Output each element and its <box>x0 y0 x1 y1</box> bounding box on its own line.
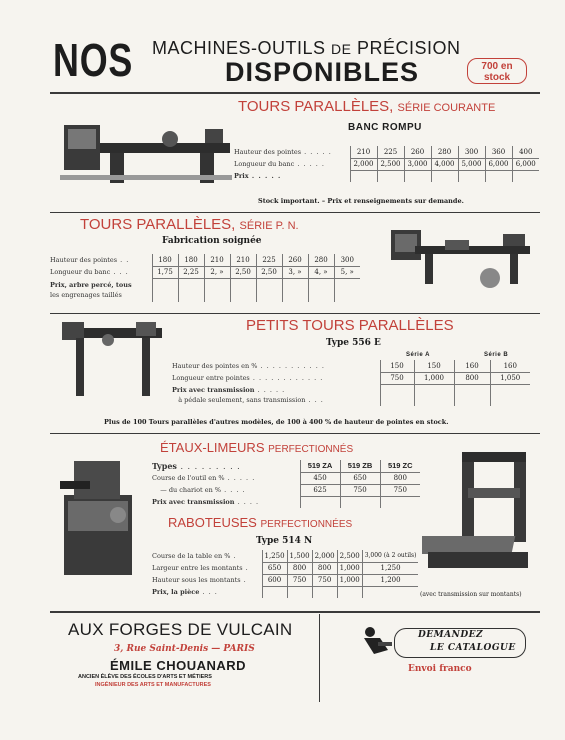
footer-title1: ANCIEN ÉLÈVE DES ÉCOLES D'ARTS ET MÉTIERS <box>78 674 212 680</box>
s4-row-label: — du chariot en % <box>160 486 221 494</box>
table-cell: 519 ZC <box>380 460 420 472</box>
table-cell: 180 <box>152 254 178 266</box>
table-cell: 260 <box>282 254 308 266</box>
table-cell: 4,000 <box>431 158 458 170</box>
s5-row-largeur: Largeur entre les montants . 650 800 800 1,000 1,250 <box>150 562 418 574</box>
s2-row-label: Hauteur des pointes <box>50 256 118 264</box>
header-rule <box>50 92 540 94</box>
table-cell: 2,500 <box>337 550 362 562</box>
table-cell: 750 <box>380 372 414 384</box>
table-cell: 400 <box>512 146 539 158</box>
s3-row-longueur: Longueur entre pointes . . . . . . . . . . . . 750 1,000 800 1,050 <box>170 372 530 384</box>
table-cell: 650 <box>340 472 380 484</box>
s1-subtitle: BANC ROMPU <box>348 122 422 133</box>
s4-title-a: ÉTAUX-LIMEURS <box>160 440 265 455</box>
s3-rule <box>50 433 540 434</box>
table-cell: 800 <box>312 562 337 574</box>
planer-illustration <box>422 448 540 578</box>
table-cell: 1,75 <box>152 266 178 278</box>
table-cell: 750 <box>312 574 337 586</box>
shaper-illustration <box>58 455 140 580</box>
s4-row-prix: Prix avec transmission . . . . <box>150 496 420 508</box>
table-cell: 210 <box>230 254 256 266</box>
s1-title-b: SÉRIE COURANTE <box>397 102 496 114</box>
s4-row-course: Course de l'outil en % . . . . . 450 650 800 <box>150 472 420 484</box>
s1-row-label: Longueur du banc <box>234 160 295 168</box>
banner-demandez: DEMANDEZ <box>418 630 484 640</box>
s2-subtitle: Fabrication soignée <box>162 236 262 246</box>
table-cell: 225 <box>377 146 404 158</box>
s5-table <box>150 550 418 598</box>
footer-title2: INGÉNIEUR DES ARTS ET MANUFACTURES <box>95 682 211 688</box>
table-cell: 360 <box>485 146 512 158</box>
table-cell: 5,000 <box>458 158 485 170</box>
s5-row-label: Course de la table en % <box>152 552 231 560</box>
s4-price: Prix avec transmission <box>152 498 235 506</box>
header-line1-a: MACHINES-OUTILS <box>152 38 326 58</box>
s3-price2: à pédale seulement, sans transmission <box>178 396 306 404</box>
s1-table <box>232 146 539 182</box>
table-cell: 650 <box>262 562 287 574</box>
table-cell: 750 <box>287 574 312 586</box>
table-cell: 600 <box>262 574 287 586</box>
table-cell: 2,50 <box>230 266 256 278</box>
stock-badge-line1: 700 en <box>481 61 513 72</box>
table-cell: 210 <box>204 254 230 266</box>
table-cell: 800 <box>454 372 490 384</box>
s5-rule <box>50 611 540 613</box>
s1-note: Stock important. – Prix et renseignements sur demande. <box>258 197 464 205</box>
s2-row-prix <box>48 278 360 302</box>
s5-row-label: Largeur entre les montants <box>152 564 243 572</box>
table-cell: 800 <box>287 562 312 574</box>
table-cell: 260 <box>404 146 431 158</box>
s3-table <box>170 360 530 406</box>
table-cell: 3,000 <box>404 158 431 170</box>
s1-title-a: TOURS PARALLÈLES, <box>238 98 394 115</box>
table-cell: 5, » <box>334 266 360 278</box>
table-cell: 519 ZA <box>300 460 340 472</box>
footer-company: AUX FORGES DE VULCAIN <box>68 620 293 639</box>
s3-row-label: Longueur entre pointes <box>172 374 250 382</box>
table-cell: 150 <box>380 360 414 372</box>
table-cell: 150 <box>414 360 454 372</box>
s2-row-longueur: Longueur du banc . . . 1,75 2,25 2, » 2,50 2,50 3, » 4, » 5, » <box>48 266 360 278</box>
table-cell: 6,000 <box>512 158 539 170</box>
s5-title-b: PERFECTIONNÉES <box>260 519 353 530</box>
s5-title-a: RABOTEUSES <box>168 515 257 530</box>
table-cell: 300 <box>458 146 485 158</box>
stock-badge-line2: stock <box>483 72 511 83</box>
table-cell: 750 <box>380 484 420 496</box>
table-cell: 2,25 <box>178 266 204 278</box>
s5-subtitle: Type 514 N <box>256 536 313 546</box>
s4-types-label: Types <box>152 461 177 471</box>
table-cell: 450 <box>300 472 340 484</box>
stock-badge <box>467 58 527 84</box>
table-cell: 280 <box>431 146 458 158</box>
table-cell: 1,050 <box>490 372 530 384</box>
table-cell: 3, » <box>282 266 308 278</box>
table-cell: 210 <box>350 146 377 158</box>
footer-divider <box>319 614 320 702</box>
envoi-franco: Envoi franco <box>408 664 472 674</box>
s2-table <box>48 254 360 302</box>
s3-serie-a: Série A <box>406 352 430 358</box>
s1-row-hauteur: Hauteur des pointes . . . . . 210 225 260 280 300 360 400 <box>232 146 539 158</box>
s1-rule <box>50 212 540 213</box>
table-cell: 225 <box>256 254 282 266</box>
banner-catalogue: LE CATALOGUE <box>430 643 516 653</box>
s4-title-b: PERFECTIONNÉS <box>268 444 354 455</box>
s4-row-types: Types . . . . . . . . . 519 ZA 519 ZB 519 ZC <box>150 460 420 472</box>
table-cell: 1,500 <box>287 550 312 562</box>
table-cell: 3,000 (à 2 outils) <box>362 550 418 562</box>
table-cell: 4, » <box>308 266 334 278</box>
s2-row-label: Longueur du banc <box>50 268 111 276</box>
table-cell: 2, » <box>204 266 230 278</box>
table-cell: 519 ZB <box>340 460 380 472</box>
s4-table <box>150 460 420 508</box>
table-cell: 2,500 <box>377 158 404 170</box>
s2-title <box>80 216 299 233</box>
s3-subtitle: Type 556 E <box>326 338 381 348</box>
s2-rule <box>50 313 540 314</box>
s3-row-label: Hauteur des pointes en % <box>172 362 258 370</box>
table-cell: 300 <box>334 254 360 266</box>
table-cell: 1,000 <box>414 372 454 384</box>
s3-serie-b: Série B <box>484 352 509 358</box>
lathe-illustration-2 <box>385 222 535 290</box>
worker-logo-icon <box>358 624 394 660</box>
s2-price-label2: les engrenages taillés <box>50 291 122 299</box>
s2-title-b: SÉRIE P. N. <box>239 220 299 232</box>
table-cell: 1,250 <box>362 562 418 574</box>
header-nos: NOS <box>53 34 134 86</box>
table-cell: 1,200 <box>362 574 418 586</box>
table-cell: 160 <box>490 360 530 372</box>
s4-title <box>160 440 353 455</box>
s2-price-label: Prix, arbre percé, tous <box>50 281 132 289</box>
table-cell: 800 <box>380 472 420 484</box>
s4-row-chariot: — du chariot en % . . . . 625 750 750 <box>150 484 420 496</box>
footer-address: 3, Rue Saint-Denis — PARIS <box>114 644 255 654</box>
table-cell: 180 <box>178 254 204 266</box>
table-cell: 1,250 <box>262 550 287 562</box>
header-line1 <box>152 38 461 59</box>
table-cell: 280 <box>308 254 334 266</box>
s3-price1: Prix avec transmission <box>172 386 255 394</box>
table-cell: 2,000 <box>350 158 377 170</box>
lathe-illustration-3 <box>56 318 164 398</box>
s1-row-label: Prix <box>234 172 249 180</box>
table-cell: 160 <box>454 360 490 372</box>
s1-row-longueur: Longueur du banc . . . . . 2,000 2,500 3,000 4,000 5,000 6,000 6,000 <box>232 158 539 170</box>
footer-name: ÉMILE CHOUANARD <box>110 658 247 673</box>
s4-row-label: Course de l'outil en % <box>152 474 225 482</box>
s5-row-hauteur: Hauteur sous les montants . 600 750 750 1,000 1,200 <box>150 574 418 586</box>
table-cell: 1,000 <box>337 574 362 586</box>
s3-row-prix: Prix avec transmission . . . . . à pédale seulement, sans transmission . . . <box>170 384 530 406</box>
header-line1-c: PRÉCISION <box>357 38 461 58</box>
s3-row-hauteur: Hauteur des pointes en % . . . . . . . . . . . 150 150 160 160 <box>170 360 530 372</box>
s5-row-prix: Prix, la pièce . . . <box>150 586 418 598</box>
s1-title <box>238 98 495 115</box>
s5-price: Prix, la pièce <box>152 588 200 596</box>
table-cell: 750 <box>340 484 380 496</box>
table-cell: 2,50 <box>256 266 282 278</box>
table-cell: 6,000 <box>485 158 512 170</box>
table-cell: 625 <box>300 484 340 496</box>
s5-price-note: (avec transmission sur montants) <box>420 591 522 598</box>
header-line1-b: DE <box>331 41 352 57</box>
s1-row-label: Hauteur des pointes <box>234 148 302 156</box>
s2-row-hauteur: Hauteur des pointes . . 180 180 210 210 225 260 280 300 <box>48 254 360 266</box>
s3-note: Plus de 100 Tours parallèles d'autres modèles, de 100 à 400 % de hauteur de pointes en stock. <box>104 418 449 426</box>
s5-row-course: Course de la table en % . 1,250 1,500 2,000 2,500 3,000 (à 2 outils) <box>152 551 417 560</box>
table-cell: 2,000 <box>312 550 337 562</box>
s5-row-label: Hauteur sous les montants <box>152 576 241 584</box>
lathe-illustration-1 <box>60 115 235 187</box>
s2-title-a: TOURS PARALLÈLES, <box>80 216 236 233</box>
table-cell: 1,000 <box>337 562 362 574</box>
s5-title <box>168 515 352 530</box>
s3-title: PETITS TOURS PARALLÈLES <box>246 317 454 334</box>
header-disponibles: DISPONIBLES <box>225 57 420 87</box>
s1-row-prix: Prix . . . . . <box>232 170 539 182</box>
